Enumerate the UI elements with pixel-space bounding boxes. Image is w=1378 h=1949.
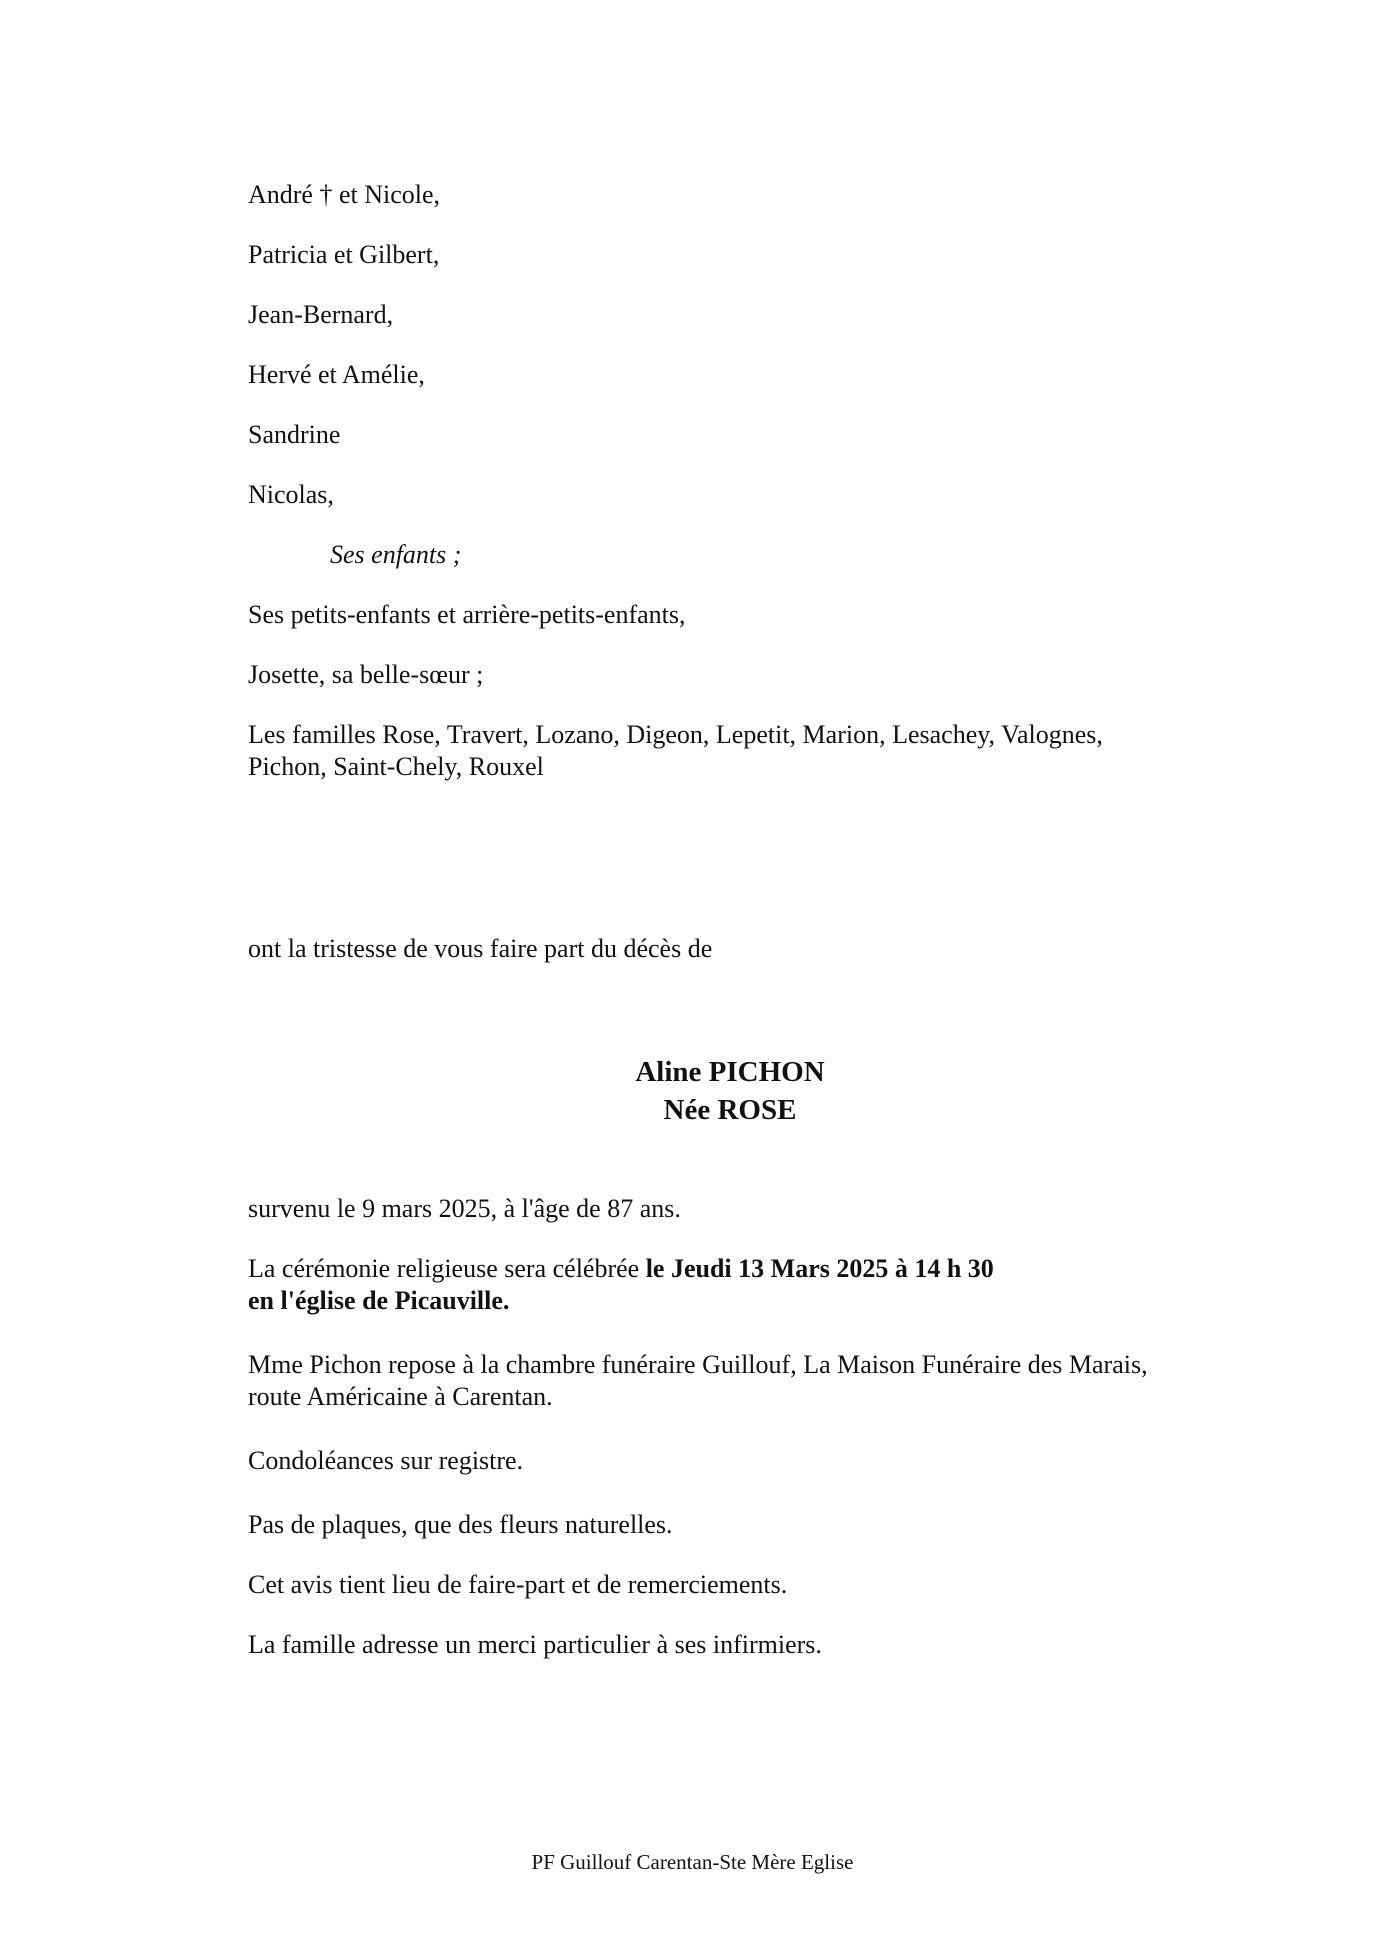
family-name-line-6: Nicolas, (248, 480, 334, 509)
ceremony-date: le Jeudi 13 Mars 2025 à 14 h 30 (645, 1254, 994, 1283)
grandchildren-line: Ses petits-enfants et arrière-petits-enfants, (248, 600, 686, 629)
flowers-text: Pas de plaques, que des fleurs naturelles. (248, 1510, 673, 1539)
family-name-line-3: Jean-Bernard, (248, 300, 394, 329)
notice-text: Cet avis tient lieu de faire-part et de remerciements. (248, 1570, 788, 1599)
deceased-maiden-name: Née ROSE (663, 1094, 797, 1126)
deceased-name: Aline PICHON (635, 1056, 825, 1088)
ceremony-place: en l'église de Picauville. (248, 1286, 510, 1315)
funeral-home-footer: PF Guillouf Carentan-Ste Mère Eglise (531, 1850, 854, 1874)
children-label: Ses enfants ; (330, 540, 462, 569)
families-line-1: Les familles Rose, Travert, Lozano, Digeon, Lepetit, Marion, Lesachey, Valognes, (248, 720, 1103, 749)
rest-location-line-1: Mme Pichon repose à la chambre funéraire Guillouf, La Maison Funéraire des Marais, (248, 1350, 1148, 1379)
condolences-text: Condoléances sur registre. (248, 1446, 524, 1475)
death-details: survenu le 9 mars 2025, à l'âge de 87 ans. (248, 1194, 681, 1223)
family-name-line-2: Patricia et Gilbert, (248, 240, 440, 269)
family-name-line-1: André † et Nicole, (248, 180, 441, 209)
announcement-text: ont la tristesse de vous faire part du décès de (248, 934, 713, 963)
ceremony-intro: La cérémonie religieuse sera célébrée (248, 1254, 646, 1283)
ceremony-line-1 (248, 1253, 994, 1285)
family-name-line-4: Hervé et Amélie, (248, 360, 425, 389)
family-name-line-5: Sandrine (248, 420, 341, 449)
families-line-2: Pichon, Saint-Chely, Rouxel (248, 752, 544, 781)
thanks-text: La famille adresse un merci particulier à ses infirmiers. (248, 1630, 822, 1659)
rest-location-line-2: route Américaine à Carentan. (248, 1382, 553, 1411)
sister-in-law-line: Josette, sa belle-sœur ; (248, 660, 484, 689)
